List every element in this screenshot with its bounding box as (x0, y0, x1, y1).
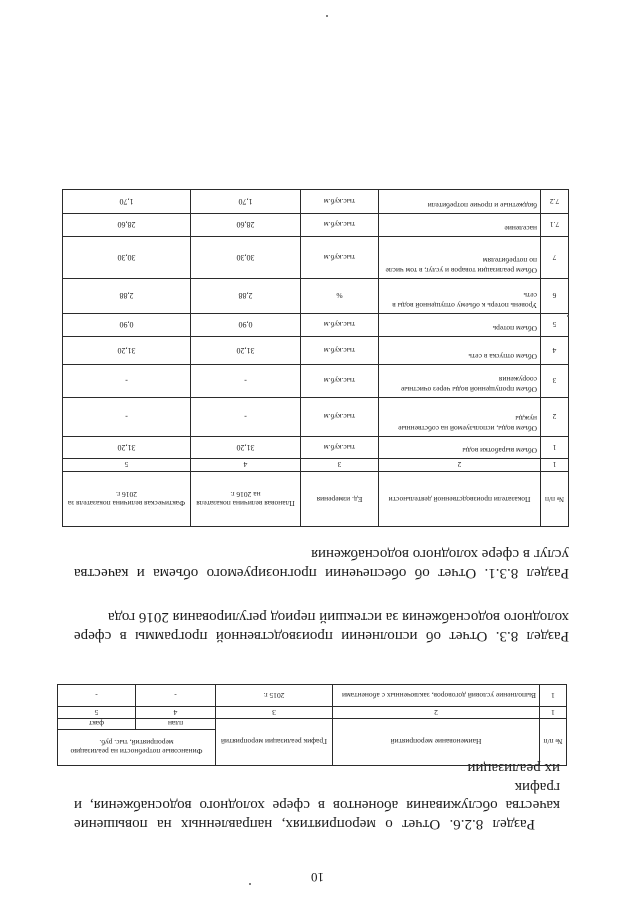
table-row (63, 365, 569, 398)
row-fact: 31,20 (63, 437, 191, 459)
row-num: 1 (541, 437, 569, 459)
row-unit: тыс.куб.м (301, 437, 379, 459)
row-fact: - (63, 398, 191, 437)
row-plan: 31,20 (191, 437, 301, 459)
row-unit: тыс.куб.м (301, 398, 379, 437)
row-plan: 28,60 (191, 214, 301, 237)
row-indicator: Объем потерь (379, 314, 541, 337)
row-indicator: Объем выработки воды (379, 437, 541, 459)
index-row (63, 459, 569, 472)
row-num: 3 (541, 365, 569, 398)
index-cell: 3 (301, 459, 379, 472)
section-8-2-6-heading (74, 759, 560, 833)
table-row (63, 190, 569, 214)
row-indicator: население (379, 214, 541, 237)
row-unit: тыс.куб.м (301, 237, 379, 279)
row-plan: - (136, 685, 216, 707)
heading-line: холодного водоснабжения за истекший период регулирования 2016 года (108, 609, 569, 626)
index-cell: 5 (58, 707, 136, 719)
heading-line: услуг в сфере холодного водоснабжения (311, 546, 569, 563)
row-unit: % (301, 279, 379, 314)
index-cell: 4 (191, 459, 301, 472)
row-plan: 2,88 (191, 279, 301, 314)
col-num-header: № п/п (541, 472, 569, 527)
row-plan: 31,20 (191, 337, 301, 365)
index-cell: 2 (379, 459, 541, 472)
table-row (63, 337, 569, 365)
row-fact: 0,90 (63, 314, 191, 337)
index-row (58, 707, 567, 719)
col-name-header: Наименование мероприятий (333, 719, 540, 766)
row-num: 6 (541, 279, 569, 314)
row-schedule: 2015 г. (216, 685, 333, 707)
index-cell: 2 (333, 707, 540, 719)
scan-speck (567, 315, 569, 317)
row-indicator: Объем пропущенной воды через очистные сооружения (379, 365, 541, 398)
heading-line: Раздел 8.3. Отчет об исполнении производственной программы в сфере (74, 628, 569, 644)
col-fact-header: факт (58, 719, 136, 730)
row-num: 7 (541, 237, 569, 279)
row-fact: 2,88 (63, 279, 191, 314)
index-cell: 1 (540, 707, 567, 719)
table-row (63, 437, 569, 459)
row-fact: 1,70 (63, 190, 191, 214)
heading-line: Раздел 8.3.1. Отчет об обеспечении прогнозируемого объема и качества (74, 565, 569, 581)
index-cell: 3 (216, 707, 333, 719)
row-plan: 30,30 (191, 237, 301, 279)
table-row (63, 237, 569, 279)
index-cell: 5 (63, 459, 191, 472)
section-8-3-1-heading (74, 545, 569, 582)
col-num-header: № п/п (540, 719, 567, 766)
table-row (63, 398, 569, 437)
col-finance-header: Финансовые потребности на реализацию мероприятий, тыс. руб. (58, 730, 216, 766)
table-row (63, 214, 569, 237)
row-unit: тыс.куб.м (301, 314, 379, 337)
table-row (58, 685, 567, 707)
row-num: 7.2 (541, 190, 569, 214)
row-fact: 28,60 (63, 214, 191, 237)
row-fact: - (58, 685, 136, 707)
row-plan: 1,70 (191, 190, 301, 214)
row-name: Выполнение условий договоров, заключенных с абонентами (333, 685, 540, 707)
events-table (57, 684, 567, 766)
table-row (63, 314, 569, 337)
row-num: 1 (540, 685, 567, 707)
row-indicator: Объем отпуска в сеть (379, 337, 541, 365)
page-number: 10 (311, 870, 324, 885)
col-unit-header: Ед. измерения (301, 472, 379, 527)
row-unit: тыс.куб.м (301, 337, 379, 365)
scan-speck (326, 15, 328, 17)
row-num: 5 (541, 314, 569, 337)
col-schedule-header: График реализации мероприятий (216, 719, 333, 766)
row-unit: тыс.куб.м (301, 365, 379, 398)
indicators-table (62, 189, 569, 527)
row-fact: 31,20 (63, 337, 191, 365)
row-num: 2 (541, 398, 569, 437)
index-cell: 4 (136, 707, 216, 719)
row-indicator: Объем реализации товаров и услуг, в том числе по потребителям (379, 237, 541, 279)
col-fact-header: Фактическая величина показателя за 2016 г. (63, 472, 191, 527)
row-plan: - (191, 398, 301, 437)
col-indicator-header: Показатели производственной деятельности (379, 472, 541, 527)
col-plan-header: Плановая величина показателя на 2016 г. (191, 472, 301, 527)
row-fact: 30,30 (63, 237, 191, 279)
table-row (63, 279, 569, 314)
row-num: 7.1 (541, 214, 569, 237)
col-plan-header: план (136, 719, 216, 730)
scan-speck (249, 883, 251, 885)
row-indicator: бюджетные и прочие потребители (379, 190, 541, 214)
heading-line: их реализации (467, 760, 560, 777)
heading-line: качества обслуживания абонентов в сфере холодного водоснабжения, и график (74, 779, 560, 814)
row-plan: - (191, 365, 301, 398)
row-unit: тыс.куб.м (301, 190, 379, 214)
row-num: 4 (541, 337, 569, 365)
section-8-3-heading (74, 608, 569, 645)
heading-line: Раздел 8.2.6. Отчет о мероприятиях, направленных на повышение (74, 816, 535, 832)
row-fact: - (63, 365, 191, 398)
row-unit: тыс.куб.м (301, 214, 379, 237)
row-plan: 0,90 (191, 314, 301, 337)
row-indicator: Уровень потерь к объему отпущенной воды в сеть (379, 279, 541, 314)
index-cell: 1 (541, 459, 569, 472)
row-indicator: Объем воды, используемой на собственные нужды (379, 398, 541, 437)
